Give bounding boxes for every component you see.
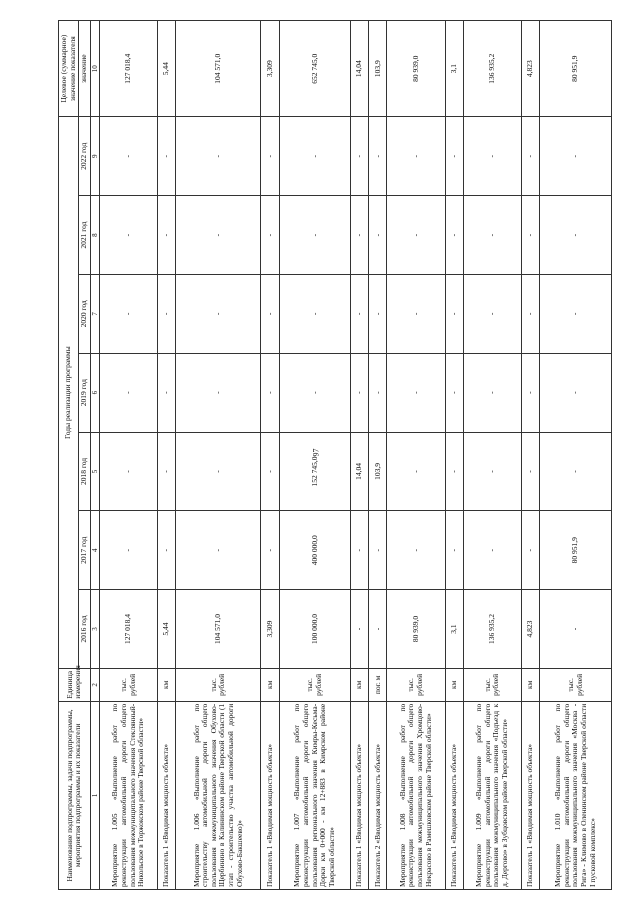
row-name: Показатель 1 «Вводимая мощность объекта» (522, 701, 540, 889)
row-year-value: 152 745,0 (279, 432, 351, 511)
row-year-value: - (522, 432, 540, 511)
row-target-value: 3,1 (445, 21, 463, 117)
row-year-value: - (540, 590, 612, 669)
table-row (540, 21, 612, 890)
row-year-value: 5,44 (158, 590, 176, 669)
column-index-row (90, 21, 99, 890)
row-year-value: - (351, 353, 369, 432)
row-year-value: - (99, 432, 157, 511)
row-year-value: - (387, 196, 445, 275)
row-target-value: 80 939,0 (387, 21, 445, 117)
row-year-value: - (176, 511, 261, 590)
row-year-value: - (445, 117, 463, 196)
row-year-value: - (261, 117, 279, 196)
row-year-value: - (99, 117, 157, 196)
row-year-value: 127 018,4 (99, 590, 157, 669)
row-year-value: - (463, 432, 521, 511)
row-year-value: - (522, 511, 540, 590)
row-year-value: - (387, 117, 445, 196)
row-year-value: - (158, 432, 176, 511)
table-row (445, 21, 463, 890)
row-year-value: 80 939,0 (387, 590, 445, 669)
row-name: Мероприятие 1.007 «Выполнение работ по реконструкции автомобильной дороги общего пользования регионального значения Кимры-Кесьма-Дорки км 0+000 - км 12+883 в Кимрском районе Тверской области» (279, 701, 351, 889)
row-target-value: 652 745,0 (279, 21, 351, 117)
row-target-value: 3,309 (261, 21, 279, 117)
table-row (176, 21, 261, 890)
row-unit: тыс. рублей (540, 668, 612, 701)
row-year-value: 3,1 (445, 590, 463, 669)
row-year-value: - (540, 117, 612, 196)
header-year: 2022 год (79, 117, 91, 196)
column-index: 5 (90, 432, 99, 511)
table-row (351, 21, 369, 890)
row-unit: пог. м (369, 668, 387, 701)
row-year-value: - (445, 196, 463, 275)
row-year-value: - (158, 353, 176, 432)
header-year: 2019 год (79, 353, 91, 432)
row-year-value: - (463, 353, 521, 432)
row-year-value: 3,309 (261, 590, 279, 669)
row-unit: км (445, 668, 463, 701)
row-year-value: - (540, 274, 612, 353)
row-year-value: - (369, 590, 387, 669)
row-year-value: - (158, 274, 176, 353)
row-year-value: - (387, 511, 445, 590)
row-target-value: 136 935,2 (463, 21, 521, 117)
row-year-value: - (261, 274, 279, 353)
header-year: 2016 год (79, 590, 91, 669)
row-year-value: - (369, 117, 387, 196)
row-year-value: - (176, 117, 261, 196)
row-year-value: - (158, 117, 176, 196)
row-name: Показатель 2 «Вводимая мощность объекта» (369, 701, 387, 889)
row-name: Показатель 1 «Вводимая мощность объекта» (158, 701, 176, 889)
row-year-value: 14,04 (351, 432, 369, 511)
row-name: Мероприятие 1.006 «Выполнение работ по строительству автомобильной дороги общего пользования межмуниципального значения Обухово-Щербинино в Калининском районе Тверской области (1 этап - строительство участка автомобильной дороги Обухово-Бакшеево)» (176, 701, 261, 889)
row-year-value: - (279, 196, 351, 275)
row-unit: тыс. рублей (387, 668, 445, 701)
row-target-value: 127 018,4 (99, 21, 157, 117)
table-row (522, 21, 540, 890)
row-target-value: 103,9 (369, 21, 387, 117)
row-year-value: - (387, 353, 445, 432)
row-year-value: 80 951,9 (540, 511, 612, 590)
row-year-value: - (540, 353, 612, 432)
row-year-value: - (445, 432, 463, 511)
row-year-value: - (369, 274, 387, 353)
row-year-value: - (279, 353, 351, 432)
row-year-value: - (522, 274, 540, 353)
row-year-value: - (176, 196, 261, 275)
column-index: 10 (90, 21, 99, 117)
row-year-value: - (176, 274, 261, 353)
row-target-value: 4,823 (522, 21, 540, 117)
table-row (387, 21, 445, 890)
row-unit: км (261, 668, 279, 701)
column-index: 4 (90, 511, 99, 590)
row-unit: тыс. рублей (463, 668, 521, 701)
row-unit: тыс. рублей (176, 668, 261, 701)
row-year-value: - (158, 511, 176, 590)
row-year-value: - (99, 274, 157, 353)
header-target: Целевое (суммарное) значение показателя (59, 21, 79, 117)
row-year-value: - (387, 274, 445, 353)
row-year-value: - (176, 432, 261, 511)
row-year-value: - (445, 353, 463, 432)
row-year-value: 103,9 (369, 432, 387, 511)
row-year-value: 136 935,2 (463, 590, 521, 669)
row-unit: тыс. рублей (279, 668, 351, 701)
column-index: 9 (90, 117, 99, 196)
row-year-value: 4,823 (522, 590, 540, 669)
row-year-value: - (445, 511, 463, 590)
row-year-value: 400 000,0 (279, 511, 351, 590)
column-index: 6 (90, 353, 99, 432)
row-target-value: 14,04 (351, 21, 369, 117)
row-year-value: - (351, 511, 369, 590)
row-year-value: - (261, 196, 279, 275)
row-name: Мероприятие 1.009 «Выполнение работ по реконструкции автомобильной дороги общего пользования межмуниципального значения «Подъезд к д. Дергово» в Зубцовском районе Тверской области» (463, 701, 521, 889)
row-target-value: 104 571,0 (176, 21, 261, 117)
header-name: Наименование подпрограммы, задачи подпрограммы, мероприятия подпрограммы и их показатели (59, 701, 91, 889)
header-year: 2018 год (79, 432, 91, 511)
header-year: 2020 год (79, 274, 91, 353)
header-target-value: значение (79, 21, 91, 117)
row-name: Мероприятие 1.008 «Выполнение работ по реконструкции автомобильной дороги общего пользования межмуниципального значения Хромцово-Некрасово в Рамешковском районе Тверской области» (387, 701, 445, 889)
header-years-group: Годы реализации программы (59, 117, 79, 669)
row-unit: км (522, 668, 540, 701)
row-year-value: 100 000,0 (279, 590, 351, 669)
column-index: 1 (90, 701, 99, 889)
row-unit: км (351, 668, 369, 701)
table-row (261, 21, 279, 890)
header-row-1 (59, 21, 79, 890)
row-name: Показатель 1 «Вводимая мощность объекта» (445, 701, 463, 889)
row-year-value: - (369, 353, 387, 432)
row-year-value: - (99, 353, 157, 432)
column-index: 7 (90, 274, 99, 353)
row-year-value: - (351, 196, 369, 275)
column-index: 8 (90, 196, 99, 275)
header-unit: Единица измерения (59, 668, 91, 701)
row-year-value: - (279, 274, 351, 353)
row-name: Показатель 1 «Вводимая мощность объекта» (351, 701, 369, 889)
row-year-value: - (176, 353, 261, 432)
column-index: 3 (90, 590, 99, 669)
header-year: 2021 год (79, 196, 91, 275)
row-year-value: - (522, 196, 540, 275)
table-row (99, 21, 157, 890)
row-year-value: - (279, 117, 351, 196)
column-index: 2 (90, 668, 99, 701)
row-year-value: - (369, 511, 387, 590)
table-row (369, 21, 387, 890)
row-year-value: - (445, 274, 463, 353)
row-year-value: - (158, 196, 176, 275)
row-year-value: - (351, 274, 369, 353)
program-indicators-table (58, 20, 612, 890)
row-year-value: - (463, 511, 521, 590)
row-unit: тыс. рублей (99, 668, 157, 701)
row-year-value: - (540, 196, 612, 275)
table-row (463, 21, 521, 890)
table-row (279, 21, 351, 890)
row-name: Мероприятие 1.010 «Выполнение работ по реконструкции автомобильной дороги общего пользования межмуниципального значения «Москва - Рига» - Климово в Оленинском районе Тверской области I пусковой комплекс» (540, 701, 612, 889)
row-year-value: - (369, 196, 387, 275)
page-number: 97 (311, 448, 321, 457)
row-year-value: - (261, 353, 279, 432)
rotated-table-sheet (58, 20, 612, 890)
row-year-value: - (463, 117, 521, 196)
row-year-value: - (261, 511, 279, 590)
row-year-value: - (522, 353, 540, 432)
row-target-value: 5,44 (158, 21, 176, 117)
row-name: Показатель 1 «Вводимая мощность объекта» (261, 701, 279, 889)
row-year-value: - (463, 274, 521, 353)
row-year-value: - (351, 590, 369, 669)
row-year-value: - (522, 117, 540, 196)
row-target-value: 80 951,9 (540, 21, 612, 117)
row-year-value: - (463, 196, 521, 275)
row-year-value: - (99, 196, 157, 275)
table-row (158, 21, 176, 890)
row-year-value: - (540, 432, 612, 511)
header-year: 2017 год (79, 511, 91, 590)
row-year-value: - (99, 511, 157, 590)
row-year-value: 104 571,0 (176, 590, 261, 669)
row-year-value: - (261, 432, 279, 511)
row-year-value: - (387, 432, 445, 511)
row-name: Мероприятие 1.005 «Выполнение работ по реконструкции автомобильной дороги общего пользования межмуниципального значения Стеклянный-Никольское в Торжокском районе Тверской области» (99, 701, 157, 889)
row-unit: км (158, 668, 176, 701)
row-year-value: - (351, 117, 369, 196)
